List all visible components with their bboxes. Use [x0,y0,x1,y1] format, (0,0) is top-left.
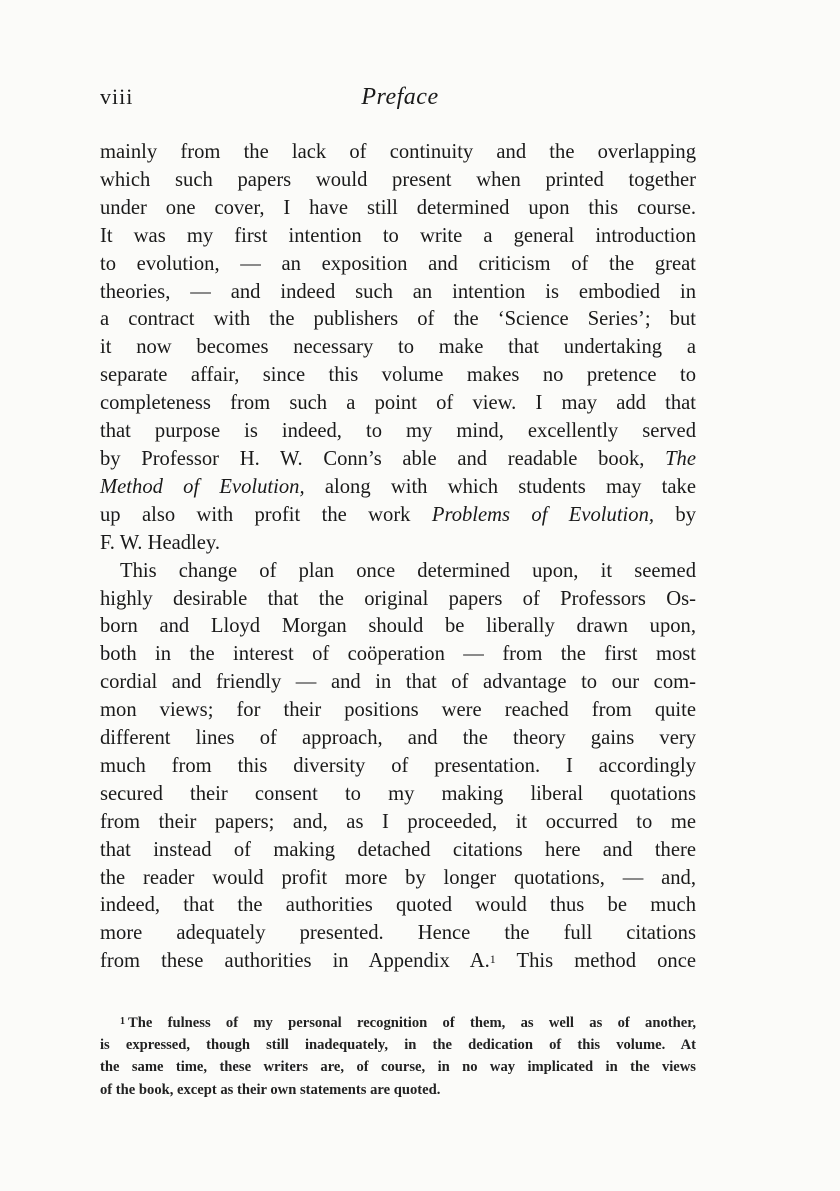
text-line: that purpose is indeed, to my mind, excellently served [100,420,696,443]
footnote-reference[interactable]: 1 [489,952,496,967]
text-line: which such papers would present when printed together [100,168,696,191]
text-run: by Professor H. W. Conn’s able and readable book, [100,447,645,470]
text-line: cordial and friendly — and in that of advantage to our com- [100,671,696,694]
text-line: a contract with the publishers of the ‘Science Series’; but [100,308,696,331]
book-title-italic: Problems of Evolution, [431,503,655,526]
text-line: This change of plan once determined upon, it seemed [120,559,696,582]
text-line [100,502,696,530]
text-run: along with which students may take [324,475,696,498]
text-line: the reader would profit more by longer quotations, — and, [100,866,696,889]
text-line: that instead of making detached citations here and there [100,838,696,861]
text-line: more adequately presented. Hence the full citations [100,922,696,945]
text-run: up also with profit the work [100,503,411,526]
book-title-italic: Method of Evolution, [100,475,305,498]
text-line [100,474,696,502]
running-title: Preface [361,84,439,110]
text-line: highly desirable that the original papers of Professors Os- [100,587,696,610]
footnote-line: of the book, except as their own statements are quoted. [100,1081,441,1098]
text-line [100,948,696,976]
body-text [100,139,696,976]
text-run: This method once [516,950,696,973]
text-line: secured their consent to my making liberal quotations [100,782,696,805]
text-line: different lines of approach, and the theory gains very [100,727,696,750]
text-line: indeed, that the authorities quoted would thus be much [100,894,696,917]
footnote-line: the same time, these writers are, of course, in no way implicated in the views [100,1059,696,1076]
text-line: born and Lloyd Morgan should be liberally drawn upon, [100,615,696,638]
running-head [100,84,700,118]
text-line: to evolution, — an exposition and criticism of the great [100,252,696,275]
footnote-line [100,1012,696,1034]
footnote-mark: 1 [120,1016,125,1027]
text-line: both in the interest of coöperation — from the first most [100,643,696,666]
text-line: from their papers; and, as I proceeded, it occurred to me [100,810,696,833]
text-line: mon views; for their positions were reached from quite [100,699,696,722]
text-line: mainly from the lack of continuity and the overlapping [100,141,696,163]
text-line: It was my first intention to write a general introduction [100,224,696,247]
text-line: much from this diversity of presentation. I accordingly [100,754,696,777]
text-line [100,446,696,474]
text-line: theories, — and indeed such an intention is embodied in [100,280,696,303]
text-line: under one cover, I have still determined upon this course. [100,196,696,219]
text-run: from these authorities in Appendix A. [100,950,490,973]
footnote-line: is expressed, though still inadequately, in the dedication of this volume. At [100,1037,696,1054]
footnote-text: The fulness of my personal recognition of them, as well as of another, [128,1015,696,1031]
page-number: viii [100,84,134,109]
paragraph-1 [100,139,696,558]
text-line: completeness from such a point of view. I may add that [100,392,696,415]
text-run: by [675,503,696,526]
text-line: F. W. Headley. [100,531,220,554]
text-line: it now becomes necessary to make that undertaking a [100,336,696,359]
paragraph-2 [100,558,696,977]
text-line: separate affair, since this volume makes no pretence to [100,364,696,387]
book-title-italic: The [665,447,696,470]
footnote [100,1012,696,1101]
